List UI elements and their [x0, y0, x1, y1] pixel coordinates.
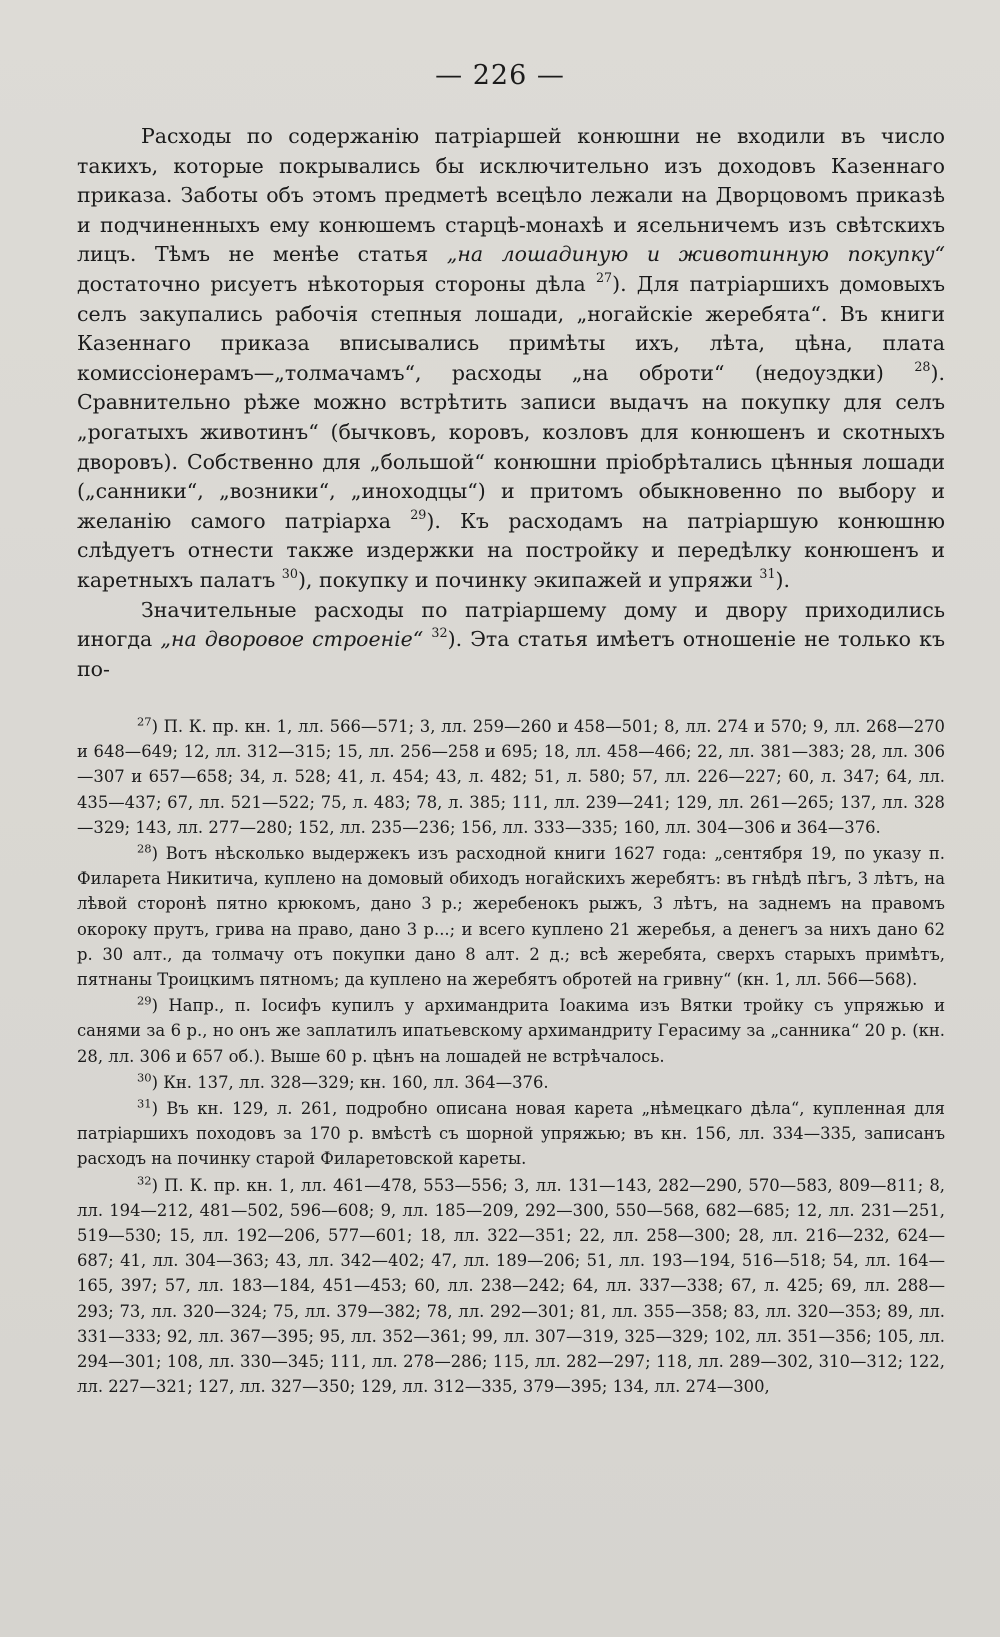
- text-run: ), покупку и починку экипажей и упряжи: [297, 567, 760, 592]
- footnote-marker: 28: [137, 841, 152, 856]
- footnote-text: ) Въ кн. 129, л. 261, подробно описана новая карета „нѣмецкаго дѣла“, купленная для патріаршихъ походовъ за 170 р. вмѣстѣ съ шорной упряжью; въ кн. 156, лл. 334—335, записанъ расходъ на починку старой Филаретовской кареты.: [77, 1099, 945, 1169]
- footnote-text: ) Кн. 137, лл. 328—329; кн. 160, лл. 364—376.: [151, 1072, 549, 1092]
- footnote-marker: 32: [137, 1173, 152, 1188]
- footnote-marker: 31: [137, 1096, 152, 1111]
- footnote-32: [77, 1173, 945, 1400]
- footnote-ref-31: 31: [759, 565, 776, 581]
- footnote-31: [77, 1096, 945, 1172]
- footnote-27: [77, 714, 945, 840]
- footnotes-section: [77, 714, 945, 1400]
- footnote-text: ) Вотъ нѣсколько выдержекъ изъ расходной книги 1627 года: „сентября 19, по указу п. Филарета Никитича, куплено на домовый обиходъ ногайскихъ жеребятъ: въ гнѣдѣ пѣгъ, 3 лѣтъ, на лѣвой сторонѣ пятно крюкомъ, дано 3 р.; жеребенокъ рыжъ, 3 лѣтъ, на заднемъ на правомъ окороку прутъ, грива на право, дано 3 р...; и всего куплено 21 жеребья, а денегъ за нихъ дано 62 р. 30 алт., да толмачу отъ покупки дано 8 алт. 2 д.; всѣ жеребята, сверхъ старыхъ примѣтъ, пятнаны Троицкимъ пятномъ; да куплено на жеребятъ обротей на гривну“ (кн. 1, лл. 566—568).: [77, 844, 945, 990]
- text-run: Значительные расходы по патріаршему дому и двору приходились иногда: [77, 597, 945, 652]
- main-text: [77, 122, 945, 684]
- footnote-29: [77, 993, 945, 1069]
- footnote-text: ) Напр., п. Іосифъ купилъ у архимандрита Іоакима изъ Вятки тройку съ упряжью и санями за 6 р., но онъ же заплатилъ ипатьевскому архимандриту Герасиму за „санника“ 20 р. (кн. 28, лл. 306 и 657 об.). Выше 60 р. цѣнъ на лошадей не встрѣчалось.: [77, 996, 945, 1066]
- footnote-ref-27: 27: [595, 269, 613, 285]
- footnote-ref-32: 32: [431, 625, 448, 640]
- footnote-text: ) П. К. пр. кн. 1, лл. 566—571; 3, лл. 259—260 и 458—501; 8, лл. 274 и 570; 9, лл. 268—270 и 648—649; 12, лл. 312—315; 15, лл. 256—258 и 695; 18, лл. 458—466; 22, лл. 381—383; 28, лл. 306—307 и 657—658; 34, л. 528; 41, л. 454; 43, л. 482; 51, л. 580; 57, лл. 226—227; 60, л. 347; 64, лл. 435—437; 67, лл. 521—522; 75, л. 483; 78, л. 385; 111, лл. 239—241; 129, лл. 261—265; 137, лл. 328—329; 143, лл. 277—280; 152, лл. 235—236; 156, лл. 333—335; 160, лл. 304—306 и 364—376.: [77, 717, 945, 837]
- paragraph-1: [77, 122, 945, 596]
- text-run: Расходы по содержанію патріаршей конюшни не входили въ число такихъ, которые покрывались бы исключительно изъ доходовъ Казеннаго приказа. Заботы объ этомъ предметѣ всецѣло лежали на Дворцовомъ приказѣ и подчиненныхъ ему конюшемъ старцѣ-монахѣ и ясельничемъ изъ свѣтскихъ лицъ. Тѣмъ не менѣе статья: [77, 124, 945, 267]
- text-run: ).: [775, 567, 791, 592]
- footnote-text: ) П. К. пр. кн. 1, лл. 461—478, 553—556; 3, лл. 131—143, 282—290, 570—583, 809—811; 8, лл. 194—212, 481—502, 596—608; 9, лл. 185—209, 292—300, 550—568, 682—685; 12, лл. 231—251, 519—530; 15, лл. 192—206, 577—601; 18, лл. 322—351; 22, лл. 258—300; 28, лл. 216—232, 624—687; 41, лл. 304—363; 43, лл. 342—402; 47, лл. 189—206; 51, лл. 193—194, 516—518; 54, лл. 164—165, 397; 57, лл. 183—184, 451—453; 60, лл. 238—242; 64, лл. 337—338; 67, л. 425; 69, лл. 288—293; 73, лл. 320—324; 75, лл. 379—382; 78, лл. 292—301; 81, лл. 355—358; 83, лл. 320—353; 89, лл. 331—333; 92, лл. 367—395; 95, лл. 352—361; 99, лл. 307—319, 325—329; 102, лл. 351—356; 105, лл. 294—301; 108, лл. 330—345; 111, лл. 278—286; 115, лл. 282—297; 118, лл. 289—302, 310—312; 122, лл. 227—321; 127, лл. 327—350; 129, лл. 312—335, 379—395; 134, лл. 274—300,: [77, 1175, 945, 1397]
- footnote-marker: 29: [137, 993, 152, 1008]
- footnote-ref-28: 28: [914, 358, 931, 374]
- footnote-ref-29: 29: [410, 506, 427, 522]
- italic-phrase: „на дворовое строеніе“: [160, 627, 424, 652]
- footnote-28: [77, 841, 945, 992]
- text-run: ). Сравнительно рѣже можно встрѣтить записи выдачъ на покупку для селъ „рогатыхъ животинъ“ (бычковъ, коровъ, козловъ для конюшенъ и скотныхъ дворовъ). Собственно для „большой“ конюшни пріобрѣтались цѣнныя лошади („санники“, „возники“, „иноходцы“) и притомъ обыкновенно по выбору и желанію самого патріарха: [77, 360, 945, 533]
- italic-phrase: „на лошадиную и животинную покупку“: [446, 242, 945, 267]
- text-run: ). Для патріаршихъ домовыхъ селъ закупались рабочія степныя лошади, „ногайскіе жеребята“. Въ книги Казеннаго приказа вписывались примѣты ихъ, лѣта, цѣна, плата комиссіонерамъ—„толмачамъ“, расходы „на оброти“ (недоуздки): [77, 271, 945, 385]
- footnote-marker: 27: [137, 714, 152, 729]
- footnote-ref-30: 30: [281, 565, 298, 581]
- paragraph-2: [77, 596, 945, 685]
- text-run: ). Къ расходамъ на патріаршую конюшню слѣдуетъ отнести также издержки на постройку и передѣлку конюшенъ и каретныхъ палатъ: [77, 508, 945, 592]
- footnote-marker: 30: [137, 1070, 152, 1085]
- page-number: — 226 —: [435, 60, 565, 91]
- text-run: достаточно рисуетъ нѣкоторыя стороны дѣла: [77, 271, 596, 296]
- footnote-30: [77, 1070, 945, 1095]
- text-run: ). Эта статья имѣетъ отношеніе не только къ по-: [77, 627, 945, 681]
